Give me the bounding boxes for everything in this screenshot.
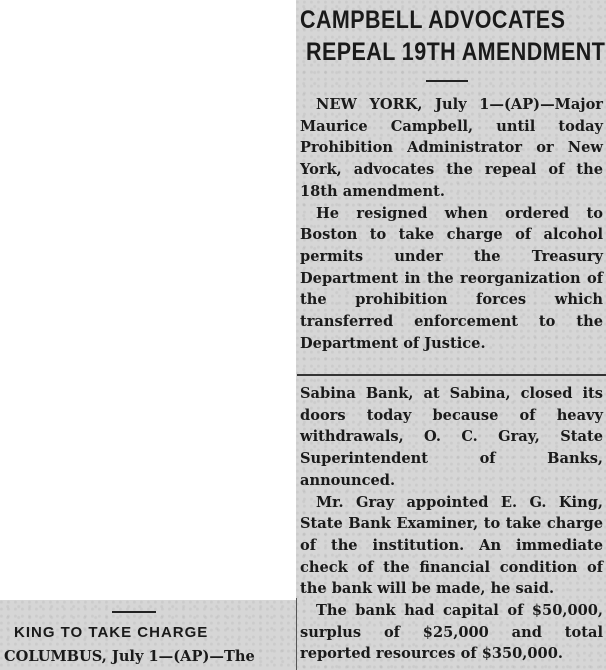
article-sabina-paragraph-2: Mr. Gray appointed E. G. King, State Bank Examiner, to take charge of the institution. An immediate check of the financial condition of the bank will be made, he said. (300, 493, 603, 598)
article-sabina-paragraph-1: Sabina Bank, at Sabina, closed its doors today because of heavy withdrawals, O. C. Gray, State Superintendent of Banks, announced. (300, 385, 603, 489)
headline-rule (426, 80, 468, 82)
article-separator-rule (297, 374, 606, 376)
lower-dateline: COLUMBUS, July 1—(AP)—The (4, 648, 255, 665)
article-campbell-body (300, 94, 603, 354)
article-campbell-paragraph-1: NEW YORK, July 1—(AP)—Major Maurice Campbell, until today Prohibition Administrator or New York, advocates the repeal of the 18th amendment. (300, 96, 603, 200)
lower-headline: KING TO TAKE CHARGE (14, 624, 209, 641)
article-sabina-paragraph-3: The bank had capital of $50,000, surplus of $25,000 and total reported resources of $350,000. (300, 602, 603, 663)
headline-line-2: REPEAL 19TH AMENDMENT (306, 38, 606, 66)
headline-line-1: CAMPBELL ADVOCATES (300, 6, 566, 34)
lower-headline-rule (112, 611, 156, 613)
article-campbell-paragraph-2: He resigned when ordered to Boston to take charge of alcohol permits under the Treasury Department in the reorganization of the prohibition forces which transferred enforcement to the Department of Justice. (300, 204, 603, 352)
article-sabina-bank-body (300, 383, 603, 665)
